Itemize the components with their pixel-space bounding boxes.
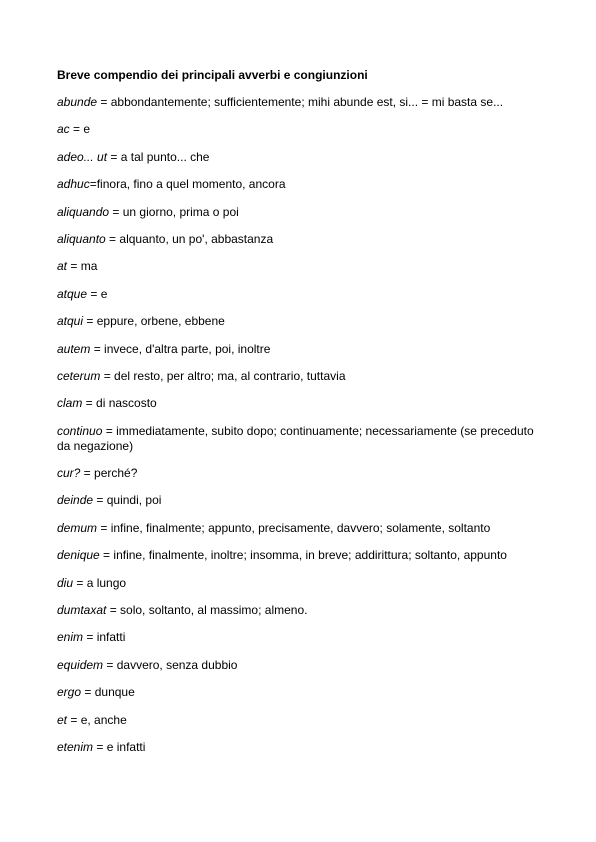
list-item [57, 232, 547, 247]
document-page [57, 68, 547, 767]
list-item [57, 493, 547, 508]
list-item [57, 314, 547, 329]
entry-term: equidem [57, 657, 104, 672]
entry-definition: a lungo [86, 575, 127, 590]
list-item [57, 287, 547, 302]
entry-definition: perché? [94, 466, 138, 481]
list-item [57, 713, 547, 728]
entry-definition: abbondantemente; sufficientemente; mihi abunde est, si... = mi basta se... [110, 95, 504, 109]
list-item [57, 122, 547, 137]
entry-separator: = [80, 466, 95, 481]
list-item [57, 424, 547, 454]
entry-separator: = [69, 122, 84, 137]
entry-term: demum [57, 520, 98, 535]
entry-term: aliquanto [57, 231, 106, 246]
entry-term: clam [57, 396, 83, 411]
entry-separator: = [67, 712, 81, 727]
entry-term: cur? [57, 466, 81, 481]
entry-separator: = [103, 657, 117, 672]
entry-separator: = [105, 231, 120, 246]
list-item [57, 466, 547, 481]
entry-term: deinde [57, 493, 94, 508]
entry-separator: = [102, 423, 117, 438]
list-item [57, 205, 547, 220]
entry-separator: = [97, 95, 111, 109]
entry-definition: immediatamente, subito dopo; continuamente; necessariamente (se preceduto da negazione) [57, 423, 534, 453]
entry-definition: infine, finalmente, inoltre; insomma, in breve; addirittura; soltanto, appunto [113, 548, 507, 563]
entry-definition: un giorno, prima o poi [122, 204, 239, 219]
entry-separator: = [87, 286, 101, 301]
entry-separator: = [73, 575, 87, 590]
entry-list [57, 95, 547, 755]
entry-term: atque [57, 286, 88, 301]
entry-separator: = [83, 314, 97, 329]
entry-definition: quindi, poi [106, 493, 162, 508]
entry-definition: a tal punto... che [120, 149, 210, 164]
list-item [57, 685, 547, 700]
list-item [57, 369, 547, 384]
entry-separator: = [106, 603, 121, 618]
entry-separator: = [109, 204, 123, 219]
list-item [57, 95, 547, 110]
entry-separator: = [107, 149, 121, 164]
entry-definition: del resto, per altro; ma, al contrario, tuttavia [114, 368, 346, 383]
entry-term: at [57, 259, 68, 274]
entry-definition: di nascosto [96, 396, 157, 411]
entry-term: adhuc [57, 177, 90, 192]
entry-term: abunde [57, 95, 98, 109]
entry-definition: davvero, senza dubbio [116, 657, 238, 672]
list-item [57, 658, 547, 673]
list-item [57, 630, 547, 645]
list-item [57, 576, 547, 591]
list-item [57, 177, 547, 192]
list-item [57, 548, 547, 563]
entry-definition: finora, fino a quel momento, ancora [96, 177, 286, 192]
entry-definition: eppure, orbene, ebbene [96, 314, 225, 329]
entry-definition: ma [80, 259, 98, 274]
entry-separator: = [81, 685, 95, 700]
list-item [57, 740, 547, 755]
entry-term: ceterum [57, 368, 101, 383]
entry-term: continuo [57, 423, 103, 438]
entry-definition: infine, finalmente; appunto, precisamente, davvero; solamente, soltanto [110, 520, 491, 535]
entry-separator: = [89, 177, 97, 192]
entry-separator: = [93, 739, 107, 754]
entry-definition: e [83, 122, 91, 137]
entry-separator: = [100, 368, 115, 383]
list-item [57, 259, 547, 274]
entry-term: et [57, 712, 68, 727]
entry-definition: dunque [94, 685, 135, 700]
entry-definition: alquanto, un po', abbastanza [119, 231, 274, 246]
entry-definition: e, anche [80, 712, 127, 727]
entry-separator: = [99, 548, 114, 563]
list-item [57, 603, 547, 618]
list-item [57, 150, 547, 165]
entry-separator: = [82, 396, 97, 411]
entry-separator: = [93, 493, 107, 508]
entry-separator: = [83, 630, 97, 645]
entry-term: denique [57, 548, 100, 563]
entry-definition: e infatti [106, 739, 146, 754]
entry-term: etenim [57, 739, 94, 754]
entry-term: diu [57, 575, 74, 590]
entry-term: atqui [57, 314, 84, 329]
list-item [57, 396, 547, 411]
entry-separator: = [90, 341, 105, 356]
list-item [57, 342, 547, 357]
entry-term: aliquando [57, 204, 110, 219]
entry-definition: invece, d'altra parte, poi, inoltre [104, 341, 271, 356]
entry-term: adeo... ut [57, 149, 108, 164]
entry-separator: = [67, 259, 81, 274]
entry-separator: = [97, 520, 111, 535]
list-item [57, 521, 547, 536]
entry-term: enim [57, 630, 84, 645]
document-title: Breve compendio dei principali avverbi e congiunzioni [57, 68, 368, 82]
entry-definition: e [100, 286, 108, 301]
entry-term: autem [57, 341, 91, 356]
entry-term: ac [57, 122, 70, 137]
entry-term: ergo [57, 685, 82, 700]
entry-term: dumtaxat [57, 603, 107, 618]
entry-definition: infatti [96, 630, 126, 645]
entry-definition: solo, soltanto, al massimo; almeno. [120, 603, 308, 618]
